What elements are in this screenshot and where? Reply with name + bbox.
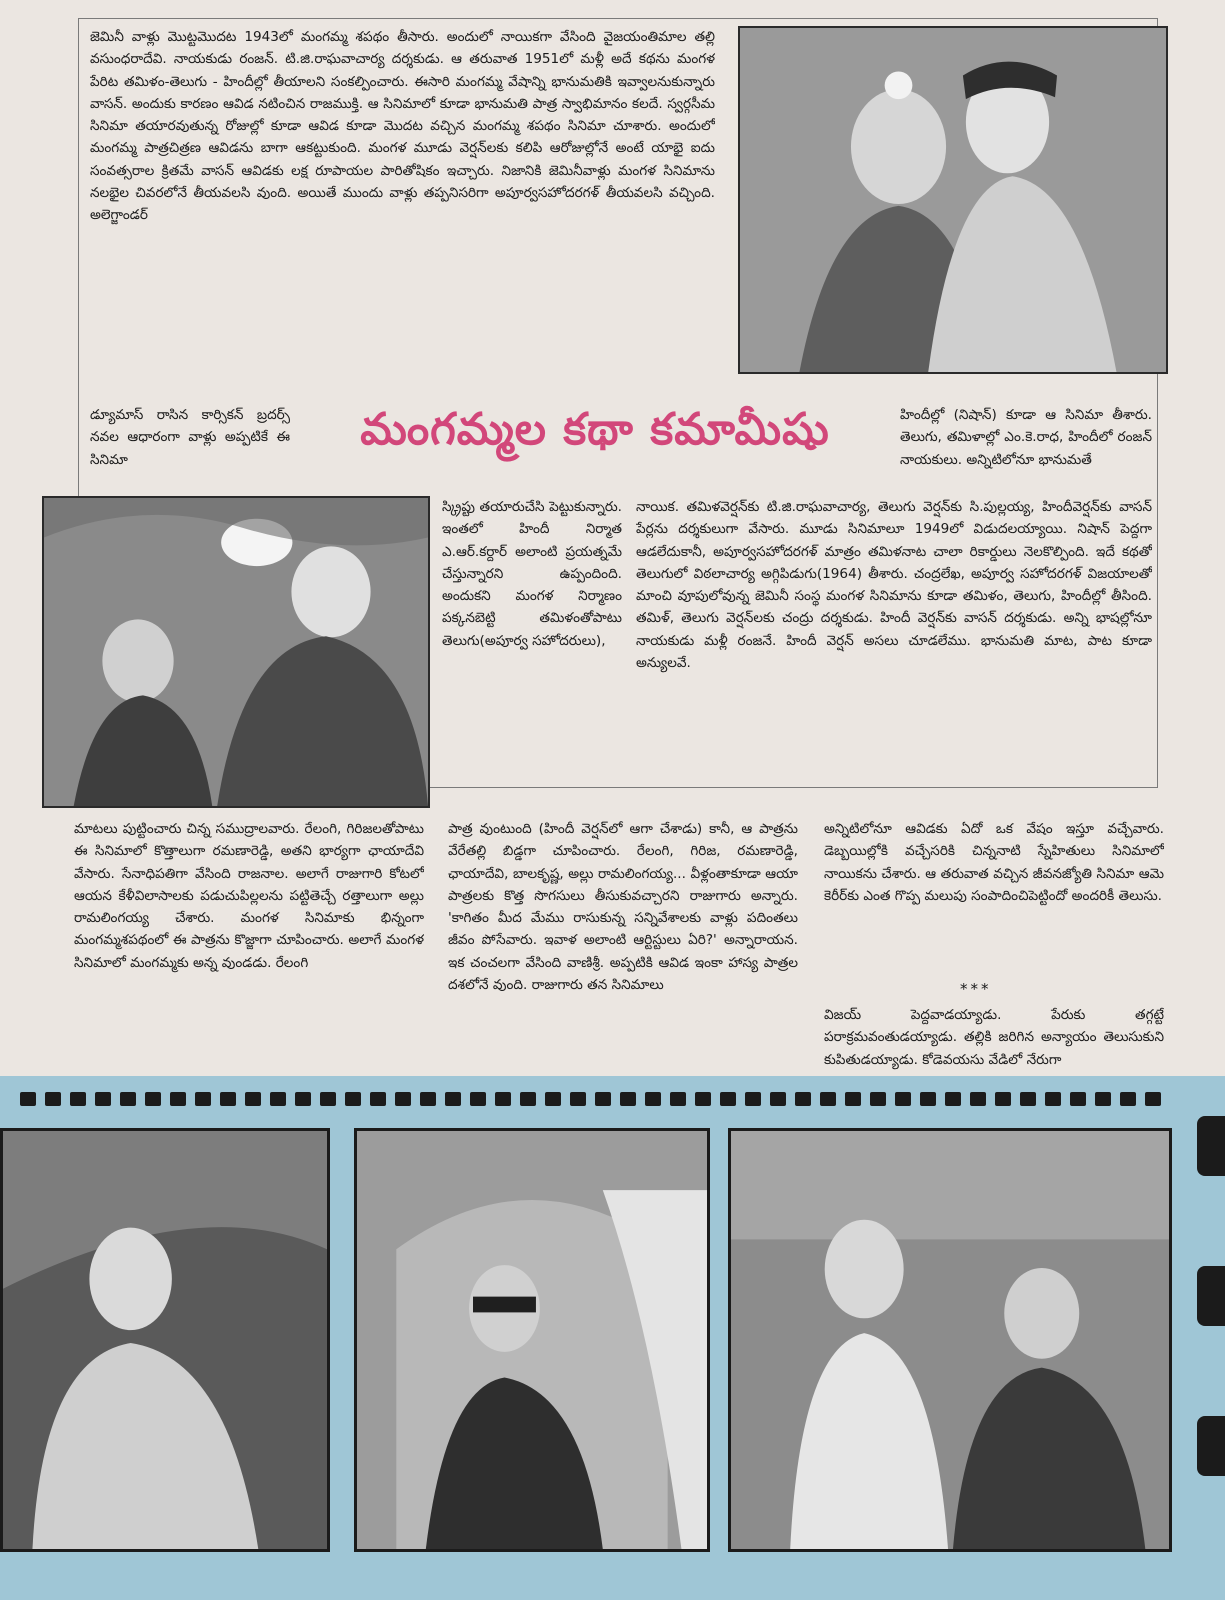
film-perf-side [1197,1266,1225,1326]
filmstrip-photo-man-woman [728,1128,1172,1552]
photo-icon [357,1131,707,1549]
article-column-left-small: డ్యూమాస్ రాసిన కార్సికన్ బ్రదర్స్ నవల ఆధారంగా వాళ్లు అప్పటికే ఈ సినిమా [90,407,290,468]
filmstrip-photo-woman [0,1128,330,1552]
article-column-bottom-mid: పాత్ర వుంటుంది (హిందీ వెర్షన్‌లో ఆగా చేశాడు) కానీ, ఆ పాత్రను వేరేతల్లి బిడ్డగా చూపించారు. రేలంగి, గిరిజ, రమణారెడ్డి, ఛాయాదేవి, బాలకృష్ణ, అల్లు రామలింగయ్య... వీళ్లంతాకూడా ఆయా పాత్రలకు కొత్త సొగసులు తీసుకువచ్చారని రాజుగారు అన్నారు. 'కాగితం మీద మేము రాసుకున్న సన్నివేశాలకు వాళ్లు పదింతలు జీవం పోసేవారు. ఇవాళ అలాంటి ఆర్టిస్టులు ఏరి?' అన్నారాయన. ఇక చంచలగా వేసింది వాణిశ్రీ. అప్పటికి ఆవిడ ఇంకా హాస్య పాత్రల దశలోనే వుంది. రాజుగారు తన సినిమాలు [448,821,798,994]
filmstrip-photo-masked-woman [354,1128,710,1552]
article-column-bottom-right: అన్నిటిలోనూ ఆవిడకు ఏదో ఒక వేషం ఇస్తూ వచ్చేవారు. డెబ్బయిల్లోకి వచ్చేసరికి చిన్ననాటి స్నేహితులు సినిమాలో నాయికను చేశారు. ఆ తరువాత వచ్చిన జీవనజ్యోతి సినిమా ఆమె కెరీర్‌కు ఎంత గొప్ప మలుపు సంపాదించిపెట్టిందో అందరికీ తెలుసు. [824,821,1164,904]
filmstrip-band [0,1076,1225,1600]
photo-two-women-dove [42,496,430,808]
article-headline: మంగమ్మల కథా కమామీషు [360,404,830,455]
section-separator: *** [960,980,992,998]
film-perforations-top [20,1092,1190,1108]
article-column-bottom-left: మాటలు పుట్టించారు చిన్న సముద్రాలవారు. రేలంగి, గిరిజలతోపాటు ఈ సినిమాలో కొత్తాలుగా రమణారెడ్డి, అతని భార్యగా ఛాయాదేవి వేసారు. సేనాధిపతిగా వేసింది రాజనాల. అలాగే రాజుగారి కోటలో ఆయన కేళీవిలాసాలకు పడుచుపిల్లలను పట్టితెచ్చే రత్తాలుగా అల్లు రామలింగయ్య చేశారు. మంగళ సినిమాకు భిన్నంగా మంగమ్మశపథంలో ఈ పాత్రను కొజ్జాగా చూపించారు. అలాగే మంగళ సినిమాలో మంగమ్మకు అన్న వుండడు. రేలంగి [74,821,424,971]
article-column-narrow-mid: స్క్రిప్టు తయారుచేసి పెట్టుకున్నారు. ఇంతలో హిందీ నిర్మాత ఎ.ఆర్.కర్దార్ అలాంటి ప్రయత్నమే చేస్తున్నారని ఉప్పందింది. అందుకని మంగళ నిర్మాణం పక్కనబెట్టి తమిళంతోపాటు తెలుగు(అపూర్వ సహోదరులు), [442,499,622,649]
photo-couple-bride [738,26,1168,374]
photo-icon [740,28,1166,372]
article-column-bottom-right-2: విజయ్ పెద్దవాడయ్యాడు. పేరుకు తగ్గట్టే పరాక్రమవంతుడయ్యాడు. తల్లికి జరిగిన అన్యాయం తెలుసుకుని కుపితుడయ్యాడు. కోడెవయసు వేడిలో నేరుగా [824,1007,1164,1068]
article-column-top-left: జెమినీ వాళ్లు మొట్టమొదట 1943లో మంగమ్మ శపథం తీసారు. అందులో నాయికగా వేసింది వైజయంతిమాల తల్లి వసుంధరాదేవి. నాయకుడు రంజన్. టి.జి.రాఘవాచార్య దర్శకుడు. ఆ తరువాత 1951లో మళ్లీ అదే కథను మంగళ పేరిట తమిళం-తెలుగు - హిందీల్లో తీయాలని సంకల్పించారు. ఈసారి మంగమ్మ వేషాన్ని భానుమతికి ఇవ్వాలనుకున్నారు వాసన్. అందుకు కారణం ఆవిడ నటించిన రాజముక్తి. ఆ సినిమాలో కూడా భానుమతి పాత్ర స్వాభిమానం కలదే. స్వర్గసీమ సినిమా తయారవుతున్న రోజుల్లో కూడా ఆవిడ కూడా మొదట వచ్చిన మంగమ్మ శపథం సినిమా చూశారు. అందులో మంగమ్మ పాత్రచిత్రణ ఆవిడను బాగా ఆకట్టుకుంది. మంగళ మూడు వెర్షన్‌లకు కలిపి ఆరోజుల్లోనే అంటే యాభై ఐదు సంవత్సరాల క్రితమే వాసన్ ఆవిడకు లక్ష రూపాయల పారితోషికం ఇచ్చారు. నిజానికి జెమినీవాళ్లు మంగళ సినిమాను నలభైల చివరలోనే తీయవలసి వుంది. అయితే ముందు వాళ్లు తప్పనిసరిగా అపూర్వసహోదరగళ్ తీయవలసి వచ్చింది. అలెగ్జాండర్ [90,29,715,224]
film-perf-side [1197,1116,1225,1176]
photo-icon [44,498,428,806]
film-perf-side [1197,1416,1225,1476]
article-column-right-wide: నాయిక. తమిళవెర్షన్‌కు టి.జి.రాఘవాచార్య, తెలుగు వెర్షన్‌కు సి.పుల్లయ్య, హిందీవెర్షన్‌కు వాసన్ పేర్లను దర్శకులుగా వేసారు. మూడు సినిమాలూ 1949లో విడుదలయ్యాయి. నిషాన్ పెద్దగా ఆడలేదుకానీ, అపూర్వసహోదరగళ్ మాత్రం తమిళనాట చాలా రికార్డులు నెలకొల్పింది. ఇదే కథతో తెలుగులో విఠలాచార్య అగ్గిపిడుగు(1964) తీశారు. చంద్రలేఖ, అపూర్వ సహోదరగళ్ విజయాలతో మాంచి వూపులోవున్న జెమినీ సంస్థ మంగళ సినిమాను కూడా తమిళం, తెలుగు, హిందీల్లో తీసింది. తమిళ్, తెలుగు వెర్షన్‌లకు చంద్రు దర్శకుడు. హిందీ వెర్షన్‌కు వాసన్ దర్శకుడు. అన్ని భాషల్లోనూ నాయకుడు మళ్లీ రంజనే. హిందీ వెర్షన్ అసలు చూడలేము. భానుమతి మాట, పాట కూడా అన్యులవే. [636,499,1152,672]
article-column-right-top: హిందీల్లో (నిషాన్) కూడా ఆ సినిమా తీశారు. తెలుగు, తమిళాల్లో ఎం.కె.రాధ, హిందీలో రంజన్ నాయకులు. అన్నిటిలోనూ భానుమతే [900,407,1152,468]
photo-icon [3,1131,327,1549]
photo-icon [731,1131,1169,1549]
